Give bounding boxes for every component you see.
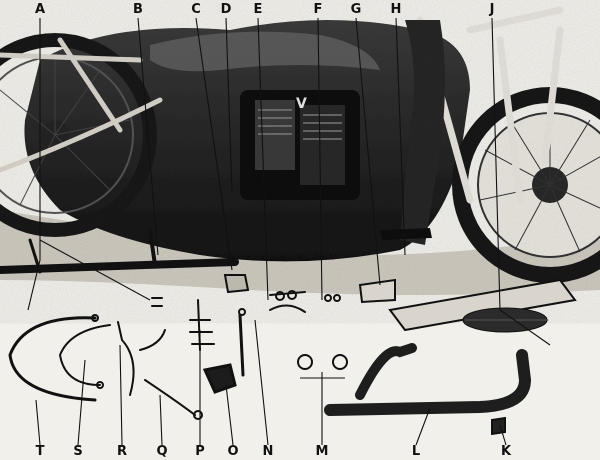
label-a: A [34,2,46,17]
label-b: B [133,2,143,17]
label-c: C [191,2,201,17]
engine-v-mark: V [296,96,307,112]
label-k: K [500,444,512,459]
label-h: H [390,2,402,17]
label-q: Q [156,444,168,459]
front-wheel [460,95,600,275]
label-d: D [220,2,232,17]
label-n: N [262,444,274,459]
label-s: S [73,444,83,459]
label-f: F [313,2,323,17]
label-e: E [253,2,263,17]
label-r: R [116,444,128,459]
label-p: P [195,444,205,459]
label-j: J [489,2,495,17]
label-l: L [411,444,421,459]
label-o: O [227,444,239,459]
label-m: M [315,444,329,459]
label-t: T [35,444,45,459]
label-g: G [350,2,362,17]
